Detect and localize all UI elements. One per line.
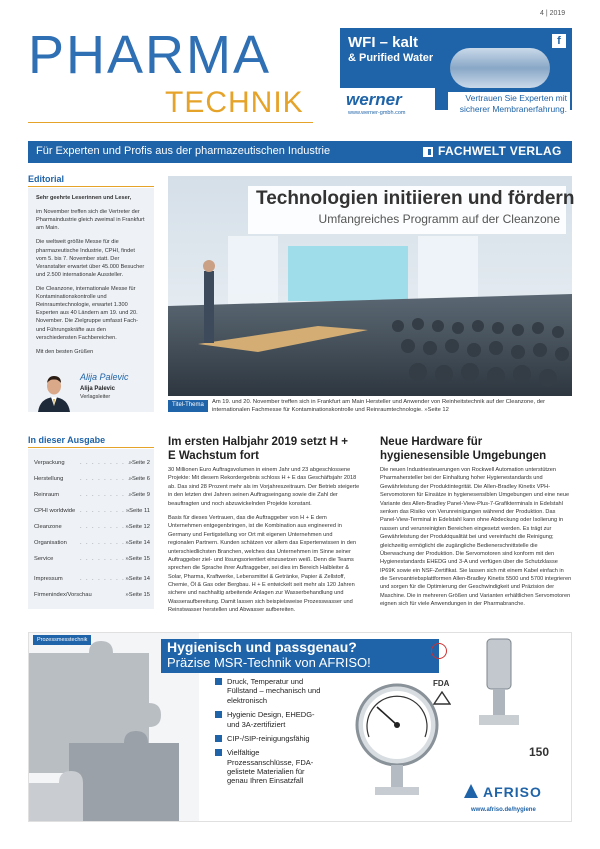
- pressure-gauge-image: [347, 677, 450, 817]
- issue-number: 4 | 2019: [540, 10, 566, 17]
- subtitle-banner: [28, 141, 572, 163]
- ad-top-line2: & Purified Water: [348, 52, 434, 64]
- fda-badge: FDA: [433, 679, 450, 688]
- editorial-paragraph: Die Cleanzone, internationale Messe für Kontaminationskontrolle und Reinraumtechnologie, erwartet 1.300 Experten aus 40 Ländern am 19. und 20. November. Die Zielgruppe umfasst Fach- und Führungskräfte aus den verschiedensten Fachbereichen.: [36, 285, 138, 341]
- bottom-advertisement[interactable]: [28, 632, 572, 822]
- editorial-greeting: Sehr geehrte Leserinnen und Leser,: [36, 195, 132, 201]
- toc-item-page: »Seite 11: [125, 508, 150, 514]
- editorial-paragraph: Die weltweit größte Messe für die pharmazeutische Industrie, CPHI, findet vom 5. bis 7. November statt. Der Veranstalter erwartet über 45.000 Besucher und 2.500 internationale Aussteller.: [36, 239, 145, 278]
- toc-dots: . . . . . . . . .: [80, 540, 132, 546]
- ad-top-url[interactable]: www.werner-gmbh.com: [348, 110, 406, 116]
- bullet-square-icon: [215, 735, 222, 742]
- toc-dots: . . . . . . . . .: [80, 460, 132, 466]
- bullet-square-icon: [215, 711, 222, 718]
- masthead-brand-bottom: TECHNIK: [165, 86, 304, 119]
- toc-title: In dieser Ausgabe: [28, 435, 106, 445]
- ad-headline1: Hygienisch und passgenau?: [167, 639, 357, 655]
- editorial-title: Editorial: [28, 174, 65, 184]
- toc-divider: [28, 447, 154, 448]
- article1-paragraph: Basis für dieses Vertrauen, das die Auftraggeber von H + E dem Unternehmen entgegenbringen, ist die Kombination aus engineered in Germany und Fertigstellung vor Ort mit eigenen Unternehmen und regionalen Partnern. Kunden schätzen vor allem das Expertenwissen in den unterschiedlichsten Branchen, welches das Unternehmen im Sinne seiner Auftraggeber ziel- und lösungsorientiert einzusetzen weiß. Denn die Teams sprechen die Sprache ihrer Auftraggeber, sei dies im Bereich Halbleiter & Solar, Pharma, Kraftwerke, Lebensmittel & Getränke, Papier & Zellstoff, Chemie, Öl & Gas oder Bergbau. H + E entwickelt seit mehr als 120 Jahren sichere und nachhaltig arbeitende Anlagen zur Wasserbehandlung und Wasseraufbereitung. Damit lassen sich beispielsweise Prozesswasser und Reinstwasser herstellen und Abwasser aufbereiten.: [168, 514, 357, 614]
- editorial-author-role: Verlagsleiter: [80, 394, 111, 400]
- cover-story-tag: Titel-Thema: [168, 400, 208, 412]
- article1-body: [168, 466, 360, 621]
- toc-item-name: Herstellung: [34, 476, 64, 482]
- toc-dots: . . . . . . . . .: [80, 508, 132, 514]
- ad-bullet: Vielfältige Prozessanschlüsse, FDA-gelistete Materialien für genau Ihren Einsatzfall: [215, 748, 325, 786]
- bullet-square-icon: [215, 678, 222, 685]
- toc-item-name: Reinraum: [34, 492, 60, 498]
- hero-title: Technologien initiieren und fördern: [256, 188, 575, 209]
- certification-triangle-icon: [433, 691, 451, 705]
- toc-item-name: Firmenindex/Vorschau: [34, 592, 92, 598]
- editorial-closing: Mit den besten Grüßen: [36, 348, 94, 355]
- toc-item-page: »Seite 14: [125, 576, 150, 582]
- ad-top-brand: werner: [346, 90, 402, 109]
- toc-dots: . . . . . . . . .: [80, 492, 132, 498]
- ad-bullet: CIP-/SIP-reinigungsfähig: [215, 734, 325, 743]
- facebook-icon[interactable]: f: [552, 34, 566, 48]
- top-advertisement[interactable]: [340, 28, 572, 124]
- toc-dots: . . . . . . . . .: [80, 556, 132, 562]
- ad-bullet: Druck, Temperatur und Füllstand – mechanisch und elektronisch: [215, 677, 325, 705]
- hero-caption: Am 19. und 20. November treffen sich in Frankfurt am Main Hersteller und Anwender von Reinheitstechnik auf der Cleanzone, der internationalen Fachmesse für Kontaminationskontrolle und Reinraumtechnologie. »Seite 12: [212, 399, 546, 414]
- ad-top-slogan: Vertrauen Sie Experten mit sicherer Membranerfahrung.: [448, 92, 570, 115]
- banner-publisher: FACHWELT VERLAG: [438, 144, 562, 158]
- toc-item-page: »Seite 15: [125, 592, 150, 598]
- anniversary-badge: 150: [529, 745, 550, 759]
- toc-item-name: Impressum: [34, 576, 63, 582]
- article1-paragraph: 30 Millionen Euro Auftragsvolumen in einem Jahr und 23 abgeschlossene Projekte: Mit diesem Rekordergebnis schloss H + E das Geschäftsjahr 2018 ab. Das sind 28 Prozent mehr als im Vorjahreszeitraum. Der Betrieb steigerte in den letzten drei Jahren seinen Auftragseingang sowie die Zahl der beauftragten und noch abzuwickelnden Projekte konstant.: [168, 467, 360, 507]
- pressure-transmitter-image: [469, 633, 529, 753]
- article2-headline: Neue Hardware für hygienesensible Umgebungen: [380, 436, 547, 462]
- toc-item-name: Verpackung: [34, 460, 65, 466]
- toc-dots: . . . . . . . . .: [80, 576, 132, 582]
- article1-headline: Im ersten Halbjahr 2019 setzt H + E Wachstum fort: [168, 436, 348, 462]
- article2-body: [380, 466, 572, 615]
- avatar: [34, 368, 74, 412]
- toc-item-page: »Seite 15: [125, 556, 150, 562]
- ad-bullet: Hygienic Design, EHEDG- und 3A-zertifiziert: [215, 710, 325, 729]
- hero-subtitle: Umfangreiches Programm auf der Cleanzone: [318, 212, 560, 226]
- filter-tube-image: [450, 48, 550, 88]
- toc-item-name: Organisation: [34, 540, 67, 546]
- toc-item-page: »Seite 12: [125, 524, 150, 530]
- ad-bottom-url[interactable]: www.afriso.de/hygiene: [471, 807, 536, 813]
- editorial-divider: [28, 186, 154, 187]
- article2-paragraph: Die neuen Industriesteuerungen von Rockwell Automation unterstützen Pharmahersteller bei der Einhaltung hoher Hygienestandards und Gewährleistung der Produktintegrität. Die Allen-Bradley Kinetix VPH-Servomotoren für Einsätze in hygienesensiblen Umgebungen und eine neue Variante des Allen-Bradley Panel-View-Plus-7-Grafikterminals in Edelstahl senken das Risiko von Verunreinigungen während der Produktion. Das Panel-View-Terminal in Edelstahl kann ohne Abdeckung oder Isolierung in nassen und verunreinigten Bereichen eingesetzt werden. Es trägt zur Gewährleistung der Produktqualität bei und vereinfacht die Reinigung; gleichzeitig ermöglicht die zugängliche Bedienerschnittstelle die Überwachung der Produktion. Die Servomotoren sind konform mit den Hygienestandards EHEDG und 3-A und verfügen über die Schutzklasse IP69K sowie ein NSF-Zertifikat. Sie lassen sich mit einem Kabel einfach in die Servoantriebsplattformen Allen-Bradley Kinetix 5500 und 5700 integrieren und sorgen für die Optimierung der Geschwindigkeit und Präzision der Maschine. Die in mehreren Größen und Varianten erhältlichen Servomotoren eignen sich für viele Anwendungen in der Pharmabranche.: [380, 467, 572, 608]
- toc-item-name: CPHI worldwide: [34, 508, 76, 514]
- toc-item-name: Cleanzone: [34, 524, 62, 530]
- toc-item-page: »Seite 9: [128, 492, 150, 498]
- ad-headline2: Präzise MSR-Technik von AFRISO!: [167, 655, 371, 670]
- toc-dots: . . . . . . . . .: [80, 476, 132, 482]
- ad-top-line1: WFI – kalt: [348, 34, 419, 51]
- editorial-paragraph: im November treffen sich die Vertreter der Pharmaindustrie gleich zweimal in Frankfurt am Main.: [36, 209, 145, 232]
- toc-item-name: Service: [34, 556, 54, 562]
- masthead-underline: [28, 122, 313, 123]
- publisher-logo-icon: [423, 147, 433, 157]
- ad-bullet-list: [215, 677, 325, 791]
- bullet-square-icon: [215, 749, 222, 756]
- afriso-brand: AFRISO: [483, 784, 542, 800]
- toc-item-page: »Seite 6: [128, 476, 150, 482]
- toc-item-page: »Seite 14: [125, 540, 150, 546]
- toc-item-page: »Seite 2: [128, 460, 150, 466]
- editorial-author-name: Alija Palevic: [80, 386, 116, 392]
- editorial-signature: Alija Palevic: [80, 372, 129, 382]
- afriso-logo-icon: [463, 783, 479, 799]
- banner-subtitle: Für Experten und Profis aus der pharmazeutischen Industrie: [36, 145, 331, 157]
- masthead-brand-top: PHARMA: [28, 25, 272, 85]
- toc-dots: . . . . . . . . .: [80, 524, 132, 530]
- ad-category-tag: Prozessmesstechnik: [33, 635, 91, 645]
- ehedg-badge-icon: [431, 643, 447, 659]
